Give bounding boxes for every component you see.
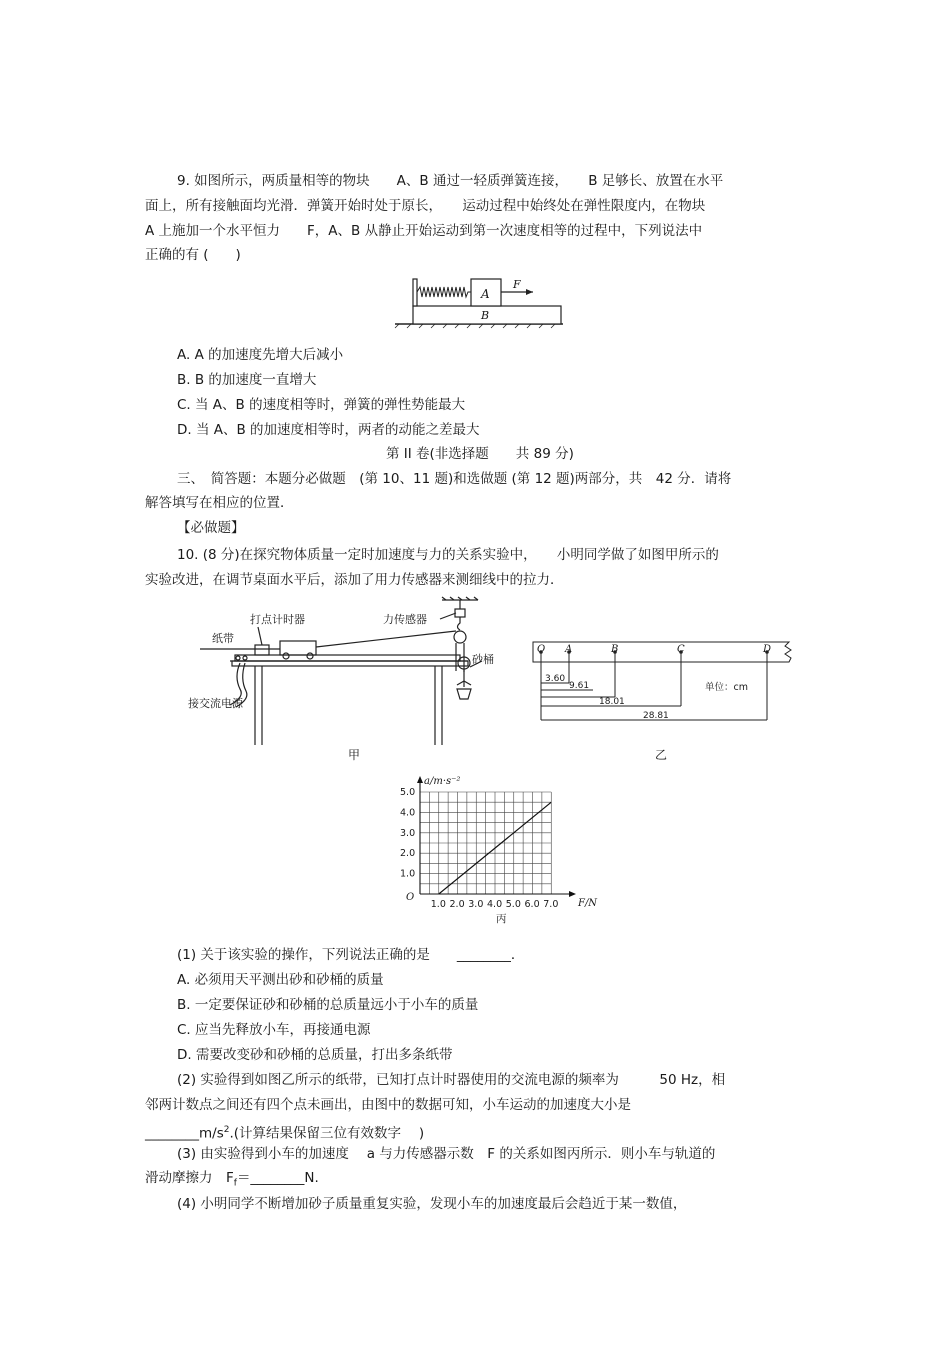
spring [417,287,471,297]
q10-sub1-option-a: A. 必须用天平测出砂和砂桶的质量 [177,972,384,988]
q9-option-d: D. 当 A、B 的加速度相等时，两者的动能之差最大 [177,422,480,438]
x-axis-arrow [569,891,576,897]
q10-sub2-line2: 邻两计数点之间还有四个点未画出，由图中的数据可知，小车运动的加速度大小是 [145,1097,631,1113]
label-force-sensor: 力传感器 [383,613,427,626]
q9-line4: 正确的有 ( ) [145,247,241,263]
section3-line1: 三、 简答题：本题分必做题 (第 10、11 题)和选做题 (第 12 题)两部分，共 42 分．请将 [177,471,732,487]
label-timer: 打点计时器 [250,613,305,626]
q10-sub2-line3 [145,1121,424,1143]
x-tick-label: 6.0 [524,899,540,910]
caption-jia: 甲 [348,748,361,762]
subscript-f: f [233,1178,237,1189]
y-tick-label: 2.0 [400,848,416,860]
x-tick-label: 7.0 [543,899,559,910]
q10-sub3-line1: (3) 由实验得到小车的加速度 a 与力传感器示数 F 的关系如图丙所示．则小车与轨道的 [177,1146,716,1162]
tape-dist-4: 28.81 [643,711,669,721]
part2-title: 第 II 卷(非选择题 共 89 分) [386,446,574,462]
caption-yi: 乙 [655,748,668,762]
q9-option-b: B. B 的加速度一直增大 [177,372,317,388]
label-ac-power: 接交流电源 [188,697,243,710]
q10-sub1-option-d: D. 需要改变砂和砂桶的总质量，打出多条纸带 [177,1047,453,1063]
x-tick-label: 4.0 [487,899,503,910]
section3-line2: 解答填写在相应的位置． [145,495,294,511]
caption-bing: 丙 [496,913,507,925]
tape-point-o: O [537,644,546,655]
q10-sub1-option-b: B. 一定要保证砂和砂桶的总质量远小于小车的质量 [177,997,479,1013]
label-a: A [481,287,490,301]
y-tick-label: 5.0 [400,787,416,798]
x-tick-label: 1.0 [430,899,446,910]
q9-line2: 面上，所有接触面均光滑．弹簧开始时处于原长， 运动过程中始终处在弹性限度内，在物块 [145,198,706,214]
tape-point-b: B [611,644,619,655]
graph-x-label: F/N [578,898,598,909]
q9-line1: 9. 如图所示，两质量相等的物块 A、B 通过一轻质弹簧连接， B 足够长、放置在水平 [177,173,724,189]
tape-dist-2: 9.61 [569,681,590,691]
friction-label: 滑动摩擦力 F [145,1170,234,1186]
label-b: B [481,309,490,322]
x-tick-label: 2.0 [449,899,465,910]
required-heading: 【必做题】 [177,520,245,536]
q9-spring-block-figure [395,277,565,327]
q10-sub2-line1: (2) 实验得到如图乙所示的纸带，已知打点计时器使用的交流电源的频率为 50 Hz，相 [177,1072,726,1088]
tape-unit: 单位：cm [705,682,748,693]
figure-jia-apparatus [188,597,500,767]
q9-option-a: A. A 的加速度先增大后减小 [177,347,344,363]
y-axis-arrow [417,776,423,783]
q10-sub1-option-c: C. 应当先释放小车，再接通电源 [177,1022,371,1038]
wall [413,279,417,306]
tape-point-c: C [677,644,685,655]
q9-line3: A 上施加一个水平恒力 F，A、B 从静止开始运动到第一次速度相等的过程中，下列说法中 [145,223,703,239]
graph-y-label: a/m·s⁻² [424,776,461,787]
label-tape: 纸带 [212,632,234,645]
tape-dist-1: 3.60 [545,674,566,684]
y-tick-label: 4.0 [400,807,416,819]
q10-sub3-line2 [145,1169,319,1193]
tape-point-a: A [565,644,573,655]
y-tick-label: 3.0 [400,827,416,839]
x-tick-label: 5.0 [505,899,521,910]
tape-point-d: D [763,644,772,655]
label-f: F [513,278,521,291]
graph-origin: O [406,892,415,903]
q10-line1: 10. (8 分)在探究物体质量一定时加速度与力的关系实验中， 小明同学做了如图甲所示的 [177,547,719,563]
q10-line2: 实验改进，在调节桌面水平后，添加了用力传感器来测细线中的拉力． [145,572,564,588]
q9-option-c: C. 当 A、B 的速度相等时，弹簧的弹性势能最大 [177,397,466,413]
label-sand-bucket: 砂桶 [472,653,494,666]
tape-dist-3: 18.01 [599,697,625,707]
figure-yi-paper-tape [533,636,803,736]
superscript-2: 2 [223,1125,230,1135]
y-tick-label: 1.0 [400,868,416,880]
x-tick-label: 3.0 [468,899,484,910]
answer-blank-acceleration[interactable]: ________m/s [145,1125,224,1142]
answer-blank-friction[interactable]: ＝________N. [236,1170,319,1186]
q10-sub1: (1) 关于该实验的操作，下列说法正确的是 ________． [177,947,525,963]
figure-bing-graph [380,772,610,932]
q10-sub4: (4) 小明同学不断增加砂子质量重复实验，发现小车的加速度最后会趋近于某一数值， [177,1196,687,1212]
sub2-note: .(计算结果保留三位有效数字 ) [229,1125,425,1142]
